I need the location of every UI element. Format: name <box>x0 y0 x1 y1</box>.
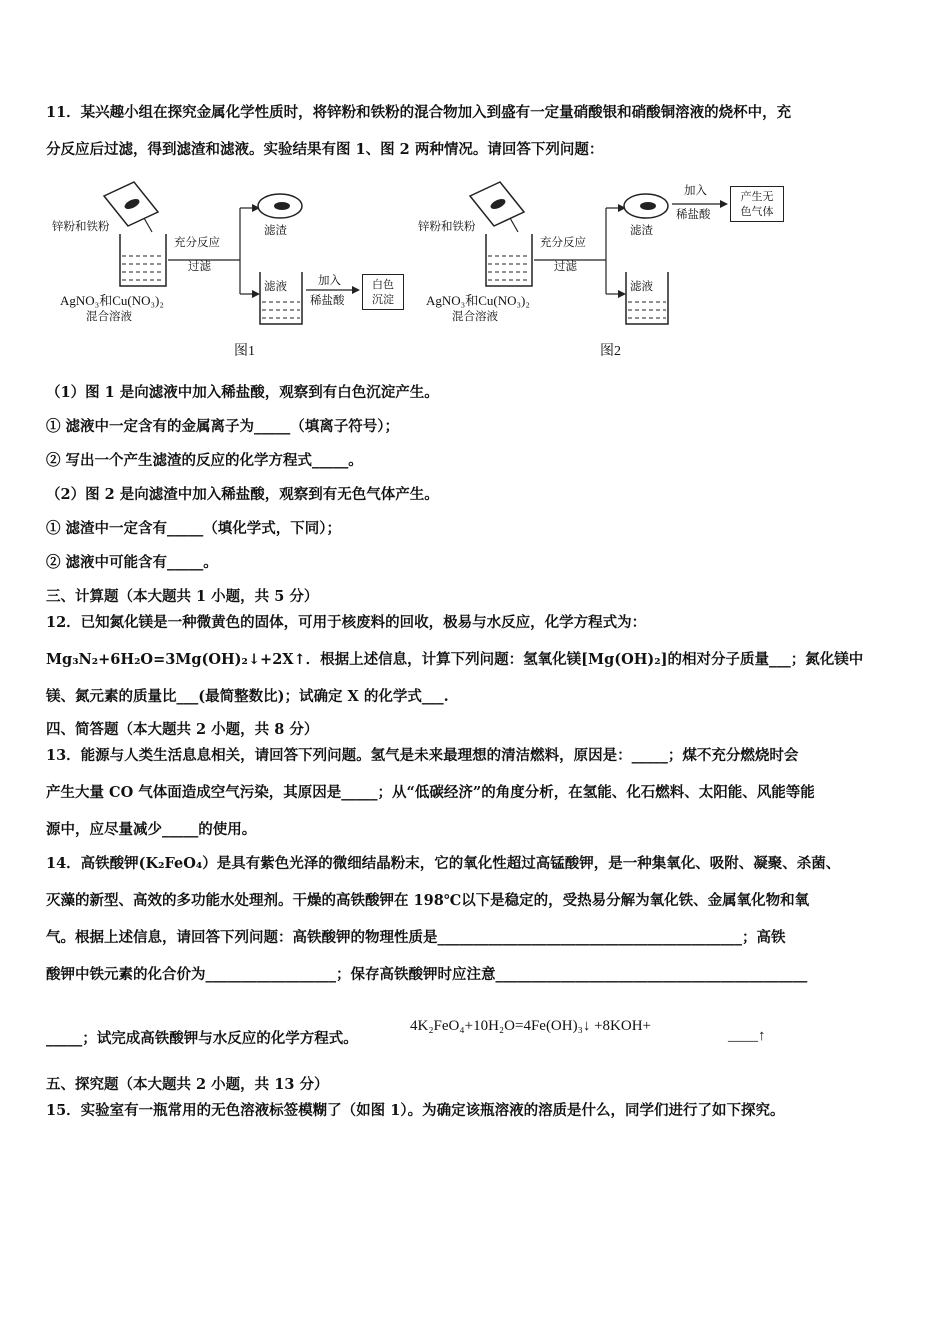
fig1-filtrate-label: 滤液 <box>264 279 287 293</box>
fig2-powder-label: 锌粉和铁粉 <box>418 219 476 233</box>
fig2-result-line1: 产生无 <box>740 190 774 203</box>
figure-1 <box>46 178 416 368</box>
figure-2 <box>412 178 792 368</box>
q11-part1a: ① 滤液中一定含有的金属离子为_____（填离子符号）； <box>46 418 400 435</box>
q12-line3: 镁、氮元素的质量比___(最简整数比)；试确定 X 的化学式___. <box>46 688 449 705</box>
q14-line1: 14．高铁酸钾(K₂FeO₄）是具有紫色光泽的微细结晶粉末，它的氧化性超过高锰酸钾，是一种集氧化、吸附、凝聚、杀菌、 <box>46 855 841 872</box>
fig2-caption: 图2 <box>600 344 621 359</box>
q11-part1b: ② 写出一个产生滤渣的反应的化学方程式_____。 <box>46 452 363 469</box>
fig2-solution-line2: 混合溶液 <box>452 309 498 323</box>
q11-part2: （2）图 2 是向滤渣中加入稀盐酸，观察到有无色气体产生。 <box>46 486 439 503</box>
q12-line1: 12．已知氮化镁是一种微黄色的固体，可用于核废料的回收，极易与水反应，化学方程式为： <box>46 614 647 631</box>
fig1-residue-label: 滤渣 <box>264 223 287 237</box>
fig1-powder-label: 锌粉和铁粉 <box>52 219 110 233</box>
q14-equation-tail: ____↑ <box>728 1028 766 1044</box>
fig2-solution-line1: AgNO₃和Cu(NO₃)₂ <box>426 293 530 308</box>
q11-line2: 分反应后过滤，得到滤渣和滤液。实验结果有图 1、图 2 两种情况。请回答下列问题： <box>46 141 604 158</box>
figure-1-drawing <box>46 178 416 368</box>
q11-part2a: ① 滤渣中一定含有_____（填化学式，下同）； <box>46 520 342 537</box>
q14-line2: 灭藻的新型、高效的多功能水处理剂。干燥的高铁酸钾在 198℃以下是稳定的，受热易分解为氧化铁、金属氧化物和氧 <box>46 892 810 909</box>
fig2-result-line2: 色气体 <box>740 205 774 218</box>
fig1-arrow-label-top: 充分反应 <box>174 235 220 249</box>
q12-line2: Mg₃N₂+6H₂O=3Mg(OH)₂↓+2X↑．根据上述信息，计算下列问题：氢氧化镁[Mg(OH)₂]的相对分子质量___；氮化镁中 <box>46 651 864 668</box>
q11-part2b: ② 滤液中可能含有_____。 <box>46 554 218 571</box>
q13-line2: 产生大量 CO 气体面造成空气污染，其原因是_____；从“低碳经济”的角度分析，在氢能、化石燃料、太阳能、风能等能 <box>46 784 815 801</box>
fig1-result-line2: 沉淀 <box>372 293 394 306</box>
fig2-result-box <box>730 186 784 222</box>
fig2-filtrate-label: 滤液 <box>630 279 653 293</box>
fig1-acid-label: 稀盐酸 <box>310 293 345 307</box>
q14-line4: 酸钾中铁元素的化合价为__________________；保存高铁酸钾时应注意___________________________________________ <box>46 966 808 983</box>
fig2-residue-label: 滤渣 <box>630 223 653 237</box>
fig2-arrow-label-bottom: 过滤 <box>554 259 577 273</box>
q11-part1: （1）图 1 是向滤液中加入稀盐酸，观察到有白色沉淀产生。 <box>46 384 439 401</box>
fig1-add-label: 加入 <box>318 273 341 287</box>
section-4-heading: 四、简答题（本大题共 2 小题，共 8 分） <box>46 721 319 738</box>
fig1-arrow-label-bottom: 过滤 <box>188 259 211 273</box>
fig1-result-box <box>362 274 404 310</box>
fig2-acid-label: 稀盐酸 <box>676 207 711 221</box>
fig1-result-line1: 白色 <box>372 278 394 291</box>
q11-line1: 11．某兴趣小组在探究金属化学性质时，将锌粉和铁粉的混合物加入到盛有一定量硝酸银和硝酸铜溶液的烧杯中，充 <box>46 104 792 121</box>
fig1-solution-line1: AgNO₃和Cu(NO₃)₂ <box>60 293 164 308</box>
section-5-heading: 五、探究题（本大题共 2 小题，共 13 分） <box>46 1076 329 1093</box>
fig2-add-label: 加入 <box>684 183 707 197</box>
fig1-caption: 图1 <box>234 344 255 359</box>
q14-line3: 气。根据上述信息，请回答下列问题：高铁酸钾的物理性质是__________________________________________；高铁 <box>46 929 786 946</box>
q14-line5: _____；试完成高铁酸钾与水反应的化学方程式。 <box>46 1030 358 1047</box>
fig2-arrow-label-top: 充分反应 <box>540 235 586 249</box>
q14-equation: 4K₂FeO₄+10H₂O=4Fe(OH)₃↓ +8KOH+ <box>410 1018 651 1034</box>
fig1-solution-line2: 混合溶液 <box>86 309 132 323</box>
q13-line3: 源中，应尽量减少_____的使用。 <box>46 821 257 838</box>
q15-line1: 15．实验室有一瓶常用的无色溶液标签模糊了（如图 1）。为确定该瓶溶液的溶质是什么，同学们进行了如下探究。 <box>46 1102 785 1119</box>
section-3-heading: 三、计算题（本大题共 1 小题，共 5 分） <box>46 588 319 605</box>
q13-line1: 13．能源与人类生活息息相关，请回答下列问题。氢气是未来最理想的清洁燃料，原因是：_____；煤不充分燃烧时会 <box>46 747 799 764</box>
